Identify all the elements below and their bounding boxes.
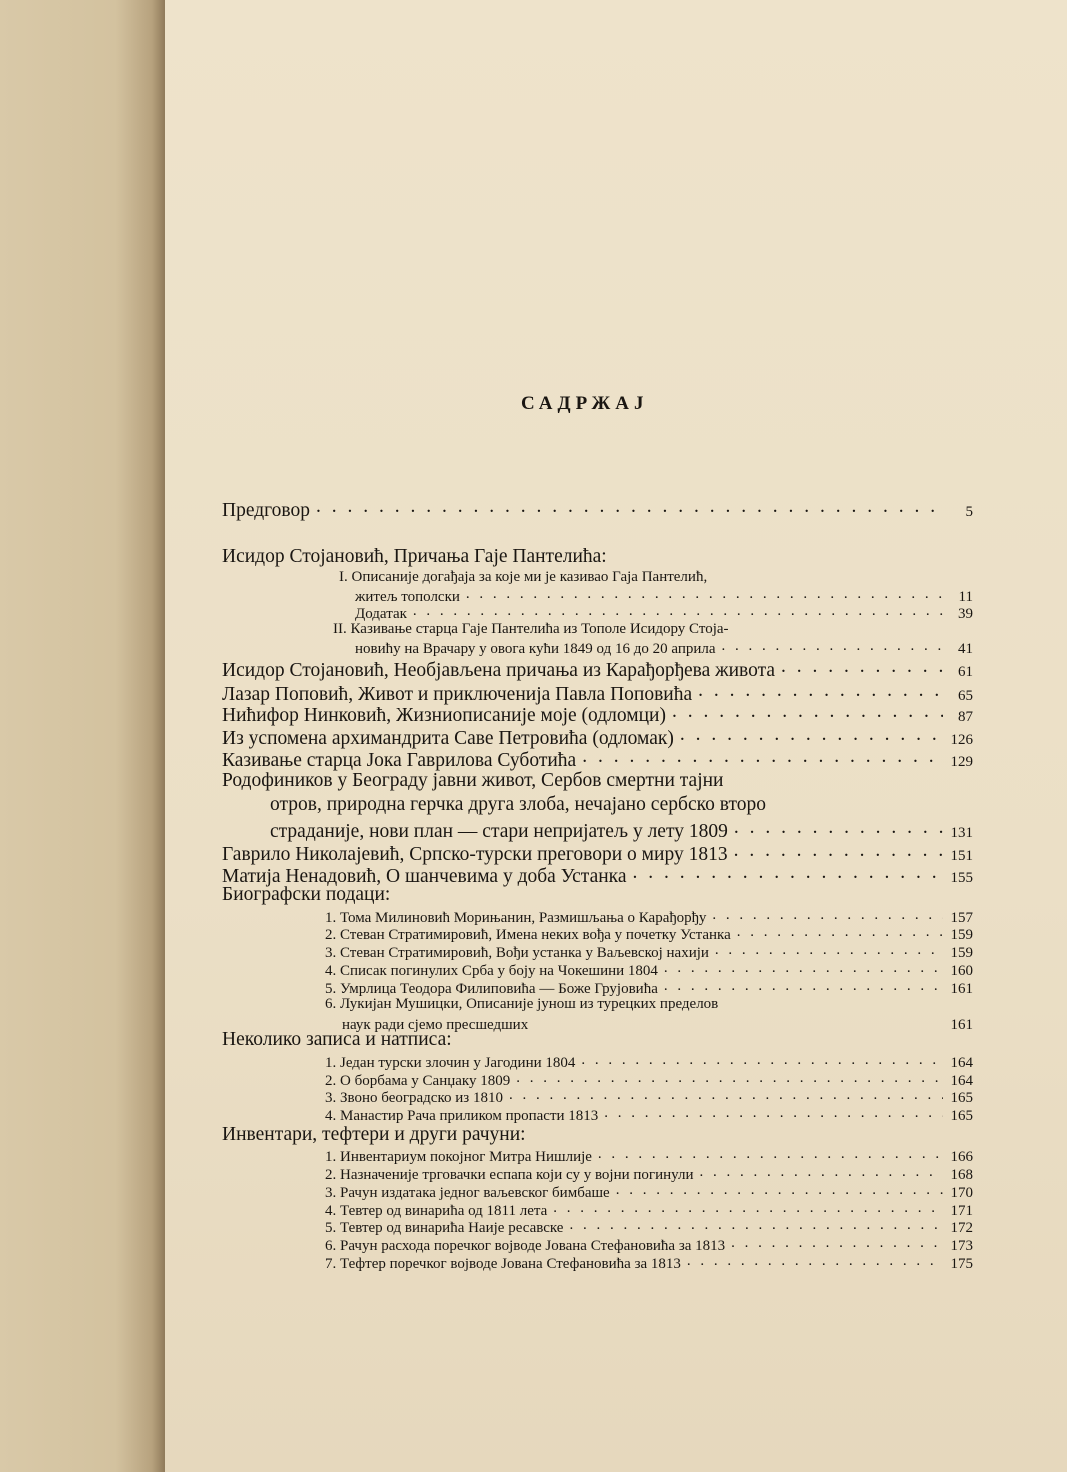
toc-subentry-title: 6. Лукијан Мушицки, Описаније јунош из турецких пределов xyxy=(325,996,719,1012)
toc-entry-title: 2. О борбама у Санџаку 1809 xyxy=(325,1073,511,1089)
toc-entry-page: 166 xyxy=(950,1149,973,1165)
leader-dots xyxy=(553,1200,943,1215)
leader-dots xyxy=(616,1182,943,1197)
leader-dots xyxy=(633,862,944,882)
toc-subentry xyxy=(325,924,973,944)
toc-entry-title: 1. Тома Милиновић Морињанин, Размишљања о Карађорђу xyxy=(325,910,707,926)
toc-subentry xyxy=(325,942,973,962)
toc-subentry xyxy=(325,1087,973,1107)
toc-entry-title: Предговор xyxy=(222,499,310,521)
toc-subentry-title: I. Описаније догађаја за које ми је казивао Гаја Пантелић, xyxy=(339,569,708,585)
toc-entry-page: 87 xyxy=(958,708,973,725)
leader-dots xyxy=(715,942,943,957)
toc-entry-page: 160 xyxy=(950,963,973,979)
leader-dots xyxy=(734,817,943,837)
toc-entry-page: 165 xyxy=(950,1090,973,1106)
toc-entry-title: Из успомена архимандрита Саве Петровића (одломак) xyxy=(222,727,674,749)
toc-subentry xyxy=(325,1182,973,1202)
toc-entry-page: 129 xyxy=(950,753,973,770)
toc-entry-page: 171 xyxy=(950,1203,973,1219)
toc-entry-page: 165 xyxy=(950,1108,973,1124)
toc-entry-page: 161 xyxy=(950,1017,973,1033)
leader-dots xyxy=(413,603,943,618)
leader-dots xyxy=(781,656,943,676)
leader-dots xyxy=(737,924,943,939)
toc-entry xyxy=(222,496,973,522)
toc-entry-page: 170 xyxy=(950,1185,973,1201)
toc-entry-page: 161 xyxy=(950,981,973,997)
toc-subentry xyxy=(325,978,973,998)
toc-entry-title: 1. Један турски злочин у Јагодини 1804 xyxy=(325,1055,576,1071)
toc-subentry xyxy=(325,1217,973,1237)
toc-entry-title: Нићифор Нинковић, Жизниописаније моје (одломци) xyxy=(222,704,666,726)
toc-entry-title: 3. Стеван Стратимировић, Вођи устанка у Ваљевској нахији xyxy=(325,945,709,961)
toc-subentry xyxy=(325,960,973,980)
leader-dots xyxy=(598,1146,943,1161)
toc-entry-page: 155 xyxy=(950,869,973,886)
toc-entry-title: Казивање старца Јока Гаврилова Суботића xyxy=(222,749,577,771)
leader-dots xyxy=(316,496,943,516)
toc-entry-page: 175 xyxy=(950,1256,973,1272)
toc-entry-title: 4. Тевтер од винарића од 1811 лета xyxy=(325,1203,548,1219)
leader-dots xyxy=(604,1105,943,1120)
toc-entry-title: наук ради сјемо пресшедших xyxy=(342,1017,529,1033)
toc-entry xyxy=(222,701,973,727)
toc-subentry-title: II. Казивање старца Гаје Пантелића из Тополе Исидору Стоја- xyxy=(333,621,729,637)
toc-section-heading: Неколико записа и натписа: xyxy=(222,1029,452,1050)
toc-entry-title: 5. Тевтер од винарића Наије ресавске xyxy=(325,1220,564,1236)
toc-entry-page: 159 xyxy=(950,945,973,961)
toc-subentry xyxy=(355,638,973,658)
leader-dots xyxy=(581,1052,943,1067)
toc-entry-page: 168 xyxy=(950,1167,973,1183)
toc-entry-page: 41 xyxy=(958,641,973,657)
toc-entry-page: 159 xyxy=(950,927,973,943)
toc-entry-page: 172 xyxy=(950,1220,973,1236)
toc-entry-page: 61 xyxy=(958,663,973,680)
toc-entry xyxy=(222,656,973,682)
toc-entry-title: 7. Тефтер поречког војводе Јована Стефановића за 1813 xyxy=(325,1256,681,1272)
toc-entry-page: 11 xyxy=(958,589,973,605)
toc-entry xyxy=(270,817,973,843)
toc-entry-page: 164 xyxy=(950,1055,973,1071)
toc-entry-title: житељ тополски xyxy=(355,589,460,605)
toc-entry-title: 2. Назначеније трговачки еспапа који су у војни погинули xyxy=(325,1167,694,1183)
leader-dots xyxy=(731,1235,943,1250)
toc-entry-title: 6. Рачун расхода поречког војводе Јована Стефановића за 1813 xyxy=(325,1238,726,1254)
leader-dots xyxy=(509,1087,943,1102)
toc-section-heading: Исидор Стојановић, Причања Гаје Пантелића: xyxy=(222,546,607,567)
toc-entry-title: 4. Списак погинулих Срба у боју на Чокешини 1804 xyxy=(325,963,658,979)
toc-entry-page: 157 xyxy=(950,910,973,926)
leader-dots xyxy=(687,1253,943,1268)
toc-entry-title: 3. Рачун издатака једног ваљевског бимбаше xyxy=(325,1185,610,1201)
toc-subentry xyxy=(325,1052,973,1072)
toc-subentry xyxy=(325,1105,973,1125)
leader-dots xyxy=(664,978,943,993)
toc-entry-title: 4. Манастир Рача приликом пропасти 1813 xyxy=(325,1108,599,1124)
leader-dots xyxy=(664,960,943,975)
leader-dots xyxy=(672,701,943,721)
leader-dots xyxy=(466,586,943,601)
toc-subentry xyxy=(325,1164,973,1184)
facing-page-bleed xyxy=(0,170,160,640)
toc-entry-page: 39 xyxy=(958,606,973,622)
leader-dots xyxy=(722,638,943,653)
toc-entry-title: Родофиников у Београду јавни живот, Сербов смертни тајни xyxy=(222,770,724,791)
toc-entry xyxy=(222,746,973,772)
toc-entry-title: Додатак xyxy=(355,606,407,622)
toc-entry-title: Лазар Поповић, Живот и приключенија Павла Поповића xyxy=(222,683,693,705)
toc-entry-title: 3. Звоно београдско из 1810 xyxy=(325,1090,503,1106)
leader-dots xyxy=(712,907,943,922)
toc-entry-title: Гаврило Николајевић, Српско-турски преговори о миру 1813 xyxy=(222,843,728,865)
toc-subentry xyxy=(355,603,973,623)
toc-entry-page: 164 xyxy=(950,1073,973,1089)
leader-dots xyxy=(698,680,943,700)
toc-section-heading: Инвентари, тефтери и други рачуни: xyxy=(222,1124,526,1145)
toc-subentry xyxy=(325,1235,973,1255)
toc-entry-title: 2. Стеван Стратимировић, Имена неких вођа у почетку Устанка xyxy=(325,927,731,943)
toc-entry-title: 1. Инвентариум покојног Митра Нишлије xyxy=(325,1149,592,1165)
leader-dots xyxy=(680,724,943,744)
leader-dots xyxy=(516,1070,943,1085)
page-title: САДРЖАЈ xyxy=(521,393,649,414)
toc-entry-title: Исидор Стојановић, Необјављена причања из Карађорђева живота xyxy=(222,659,776,681)
toc-subentry xyxy=(325,1146,973,1166)
facing-page-edge xyxy=(0,0,165,1472)
toc-entry-title: новићу на Врачару у овога куħи 1849 од 16 до 20 априла xyxy=(355,641,716,657)
leader-dots xyxy=(582,746,943,766)
toc-entry-page: 151 xyxy=(950,847,973,864)
toc-entry-page: 126 xyxy=(950,731,973,748)
toc-entry-title: отров, природна герчка друга злоба, нечајано сербско второ xyxy=(270,794,766,815)
leader-dots xyxy=(569,1217,943,1232)
leader-dots xyxy=(699,1164,943,1179)
toc-entry-page: 173 xyxy=(950,1238,973,1254)
toc-subentry xyxy=(325,1253,973,1273)
toc-entry-page: 5 xyxy=(965,503,973,520)
toc-section-heading: Биографски подаци: xyxy=(222,884,391,905)
leader-dots xyxy=(734,840,943,860)
toc-entry-page: 131 xyxy=(950,824,973,841)
toc-entry-title: 5. Умрлица Теодора Филиповића — Боже Грујовића xyxy=(325,981,658,997)
toc-entry-title: страданије, нови план — стари непријатељ у лету 1809 xyxy=(270,820,728,842)
toc-entry-page: 65 xyxy=(958,687,973,704)
toc-entry-title: Матија Ненадовић, О шанчевима у доба Устанка xyxy=(222,865,627,887)
